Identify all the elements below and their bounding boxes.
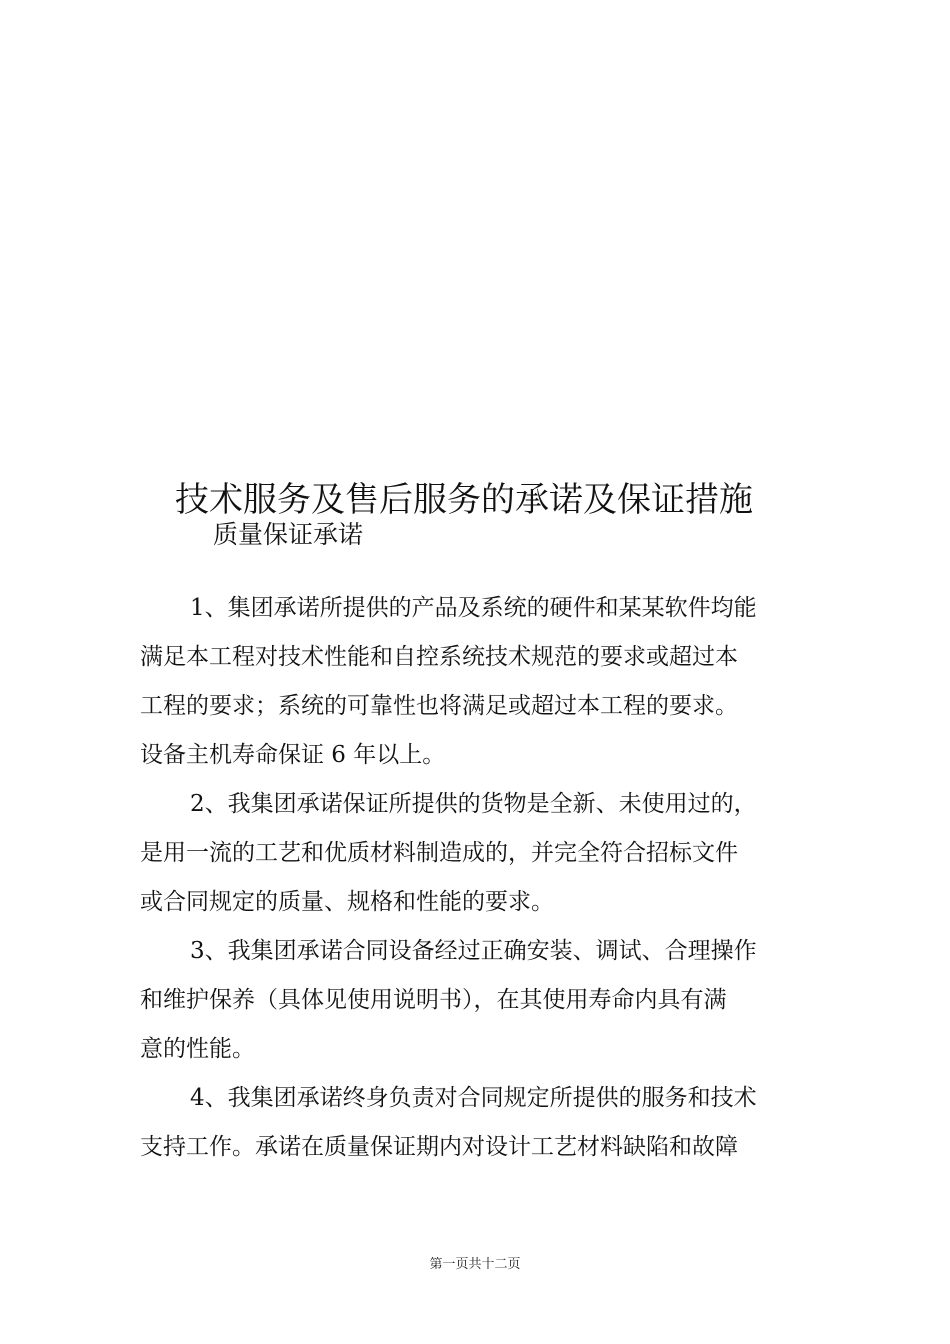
page-number-footer: 第一页共十二页 xyxy=(429,1257,521,1272)
paragraph-line: 设备主机寿命保证 6 年以上。 xyxy=(140,742,446,768)
paragraph-2 xyxy=(140,780,830,927)
paragraph-4 xyxy=(140,1074,830,1172)
section-heading: 质量保证承诺 xyxy=(213,520,364,549)
document-title: 技术服务及售后服务的承诺及保证措施 xyxy=(175,480,753,520)
paragraph-line: 2、我集团承诺保证所提供的货物是全新、未使用过的， xyxy=(190,791,757,817)
paragraph-line: 工程的要求；系统的可靠性也将满足或超过本工程的要求。 xyxy=(140,693,738,719)
paragraph-1 xyxy=(140,584,830,780)
paragraph-line: 支持工作。承诺在质量保证期内对设计工艺材料缺陷和故障 xyxy=(140,1134,738,1160)
paragraph-line: 是用一流的工艺和优质材料制造成的，并完全符合招标文件 xyxy=(140,840,738,866)
paragraph-line: 或合同规定的质量、规格和性能的要求。 xyxy=(140,889,554,915)
body-text xyxy=(140,584,830,1172)
paragraph-line: 满足本工程对技术性能和自控系统技术规范的要求或超过本 xyxy=(140,644,738,670)
paragraph-line: 4、我集团承诺终身负责对合同规定所提供的服务和技术 xyxy=(190,1085,757,1111)
paragraph-line: 1、集团承诺所提供的产品及系统的硬件和某某软件均能 xyxy=(190,595,757,621)
paragraph-line: 和维护保养（具体见使用说明书），在其使用寿命内具有满 xyxy=(140,987,727,1013)
paragraph-3 xyxy=(140,927,830,1074)
paragraph-line: 3、我集团承诺合同设备经过正确安装、调试、合理操作 xyxy=(190,938,757,964)
paragraph-line: 意的性能。 xyxy=(140,1036,255,1062)
